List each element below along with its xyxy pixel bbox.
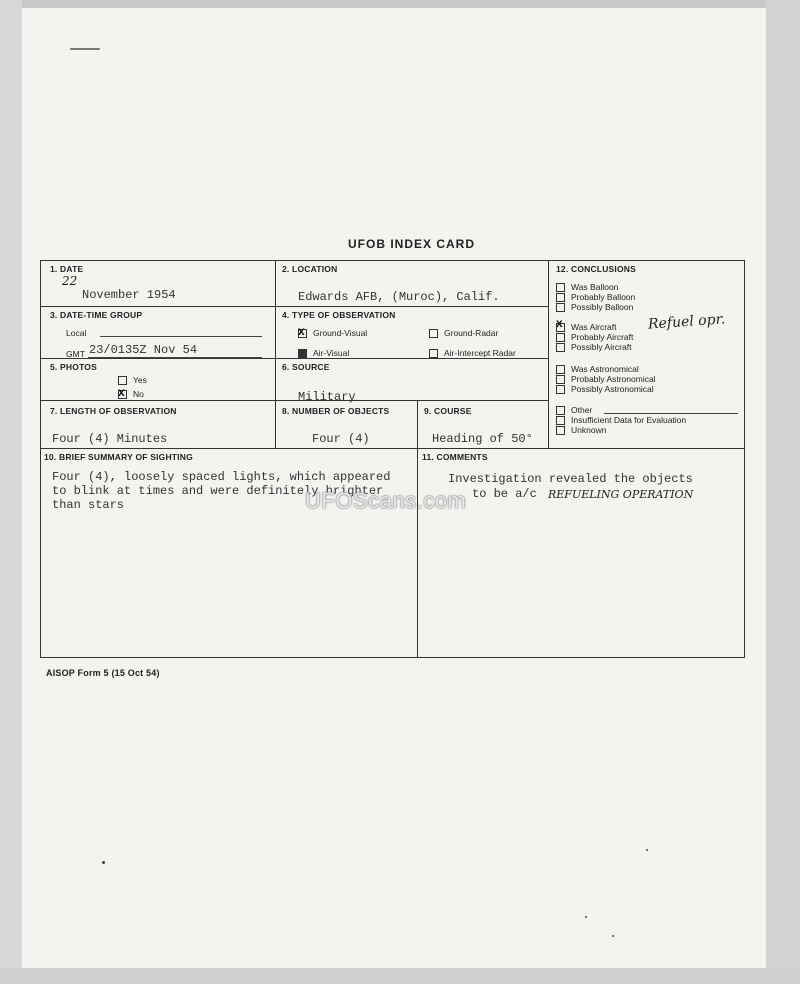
concl-possibly-balloon[interactable]	[556, 302, 635, 312]
card-border-left	[40, 260, 41, 658]
location-header: 2. LOCATION	[282, 264, 338, 274]
checkbox-icon	[556, 375, 565, 384]
date-header: 1. DATE	[50, 264, 84, 274]
comments-header: 11. COMMENTS	[422, 452, 488, 462]
concl-label: Possibly Astronomical	[571, 384, 654, 394]
obs-ground-radar-label: Ground-Radar	[444, 328, 499, 338]
obs-air-visual[interactable]	[298, 348, 349, 358]
conclusions-group-other	[556, 405, 686, 435]
photos-header: 5. PHOTOS	[50, 362, 97, 372]
checkbox-icon	[556, 333, 565, 342]
scan-border-bottom	[0, 968, 800, 984]
card-title: UFOB INDEX CARD	[348, 237, 476, 251]
divider-row-3	[40, 400, 548, 401]
concl-label: Was Astronomical	[571, 364, 639, 374]
watermark: UFOScans.com	[305, 488, 467, 513]
obs-ground-radar[interactable]	[429, 328, 498, 338]
conclusions-header: 12. CONCLUSIONS	[556, 264, 636, 274]
length-header: 7. LENGTH OF OBSERVATION	[50, 406, 177, 416]
checkbox-icon	[556, 365, 565, 374]
scan-speck	[102, 861, 105, 864]
photos-yes[interactable]	[118, 375, 147, 385]
concl-label: Was Aircraft	[571, 322, 617, 332]
course-header: 9. COURSE	[424, 406, 472, 416]
photos-yes-label: Yes	[133, 375, 147, 385]
photos-no[interactable]	[118, 389, 144, 399]
concl-was-astronomical[interactable]	[556, 364, 656, 374]
scan-mark	[70, 48, 100, 50]
scan-speck	[646, 849, 648, 851]
source-header: 6. SOURCE	[282, 362, 330, 372]
scan-speck	[585, 916, 587, 918]
concl-label: Probably Aircraft	[571, 332, 634, 342]
location-value: Edwards AFB, (Muroc), Calif.	[298, 290, 500, 304]
obs-air-visual-label: Air-Visual	[313, 348, 350, 358]
dtg-gmt-label: GMT	[66, 349, 85, 359]
obs-ground-visual-label: Ground-Visual	[313, 328, 368, 338]
divider-row-1	[40, 306, 548, 307]
comments-line-2-handwritten: REFUELING OPERATION	[548, 488, 694, 501]
concl-other-line	[604, 413, 738, 414]
card-border-top	[40, 260, 745, 261]
obs-air-intercept-radar[interactable]	[429, 348, 516, 358]
scan-border-left	[0, 0, 22, 984]
divider-col-course	[417, 400, 418, 658]
concl-label: Insufficient Data for Evaluation	[571, 415, 687, 425]
course-value: Heading of 50°	[432, 432, 533, 446]
checkbox-icon	[298, 349, 307, 358]
checkbox-icon	[556, 283, 565, 292]
concl-label: Probably Astronomical	[571, 374, 656, 384]
concl-possibly-astronomical[interactable]	[556, 384, 656, 394]
summary-header: 10. BRIEF SUMMARY OF SIGHTING	[44, 452, 193, 462]
divider-col-2	[548, 260, 549, 448]
source-value: Military	[298, 390, 356, 404]
form-footer: AISOP Form 5 (15 Oct 54)	[46, 668, 160, 678]
dtg-header: 3. DATE-TIME GROUP	[50, 310, 143, 320]
checkbox-icon	[556, 426, 565, 435]
checkbox-icon	[556, 293, 565, 302]
concl-label: Probably Balloon	[571, 292, 636, 302]
photos-no-label: No	[133, 389, 144, 399]
checkbox-icon	[556, 323, 565, 332]
concl-label: Possibly Balloon	[571, 302, 634, 312]
divider-col-1	[275, 260, 276, 448]
conclusions-group-aircraft	[556, 322, 633, 352]
divider-row-4	[40, 448, 745, 449]
checkbox-icon	[118, 390, 127, 399]
concl-probably-balloon[interactable]	[556, 292, 635, 302]
summary-line: than stars	[52, 498, 125, 512]
date-value: November 1954	[82, 288, 176, 302]
concl-was-aircraft[interactable]	[556, 322, 633, 332]
dtg-gmt-line	[88, 357, 262, 358]
concl-probably-aircraft[interactable]	[556, 332, 633, 342]
comments-line-1: Investigation revealed the objects	[448, 472, 693, 486]
comments-line-2-typed: to be a/c	[472, 487, 537, 501]
obs-type-header: 4. TYPE OF OBSERVATION	[282, 310, 396, 320]
dtg-local-label: Local	[66, 328, 87, 338]
checkbox-icon	[429, 329, 438, 338]
conclusions-group-astronomical	[556, 364, 656, 394]
concl-probably-astronomical[interactable]	[556, 374, 656, 384]
checkbox-icon	[298, 329, 307, 338]
concl-label: Possibly Aircraft	[571, 342, 632, 352]
checkbox-icon	[429, 349, 438, 358]
length-value: Four (4) Minutes	[52, 432, 168, 446]
checkbox-icon	[556, 406, 565, 415]
checkbox-icon	[556, 416, 565, 425]
conclusion-handwritten-note: Refuel opr.	[647, 311, 726, 333]
summary-line: Four (4), loosely spaced lights, which appeared	[52, 470, 391, 484]
concl-insufficient-data[interactable]	[556, 415, 686, 425]
obs-air-intercept-radar-label: Air-Intercept Radar	[444, 348, 516, 358]
conclusions-group-balloon	[556, 282, 635, 312]
concl-label: Was Balloon	[571, 282, 619, 292]
checkbox-icon	[556, 303, 565, 312]
scan-speck	[612, 935, 614, 937]
dtg-gmt-value: 23/0135Z Nov 54	[89, 343, 198, 357]
num-objects-header: 8. NUMBER OF OBJECTS	[282, 406, 390, 416]
concl-was-balloon[interactable]	[556, 282, 635, 292]
summary-line: to blink at times and were definitely brighter	[52, 484, 384, 498]
concl-label: Unknown	[571, 425, 607, 435]
checkbox-icon	[118, 376, 127, 385]
checkbox-icon	[556, 385, 565, 394]
date-handwritten-day: 22	[62, 274, 78, 288]
concl-label: Other	[571, 405, 593, 415]
num-objects-value: Four (4)	[312, 432, 370, 446]
card-border-right	[744, 260, 745, 658]
scan-border-right	[766, 0, 800, 984]
concl-unknown[interactable]	[556, 425, 686, 435]
obs-ground-visual[interactable]	[298, 328, 367, 338]
dtg-local-line	[100, 336, 262, 337]
checkbox-icon	[556, 343, 565, 352]
card-border-bottom	[40, 657, 745, 658]
concl-possibly-aircraft[interactable]	[556, 342, 633, 352]
